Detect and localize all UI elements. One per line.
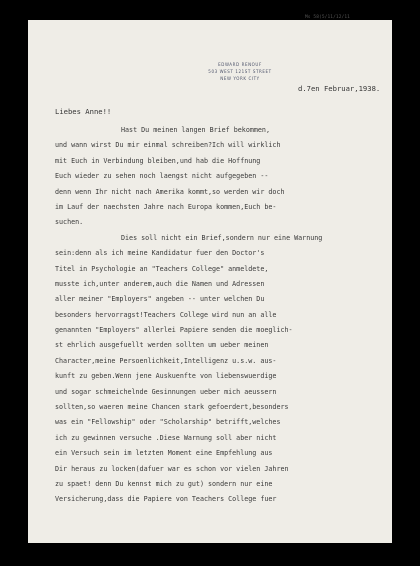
body-line: Versicherung,dass die Papiere von Teachers College fuer [55, 495, 277, 504]
body-line: aller meiner "Employers" angeben -- unter welchen Du [55, 295, 265, 304]
body-line: und wann wirst Du mir einmal schreiben?Ich will wirklich [55, 141, 281, 150]
letterhead [200, 61, 280, 82]
letter-body [55, 123, 385, 508]
body-line: was ein "Fellowship" oder "Scholarship" betrifft,welches [55, 418, 281, 427]
body-line: sollten,so waeren meine Chancen stark gefoerdert,besonders [55, 403, 289, 412]
body-line: ich zu gewinnen versuche .Diese Warnung soll aber nicht [55, 433, 277, 442]
body-line: Dir heraus zu locken(dafuer war es schon vor vielen Jahren [55, 464, 289, 473]
body-line: st ehrlich ausgefuellt werden sollten um ueber meinen [55, 341, 269, 350]
body-line: Hast Du meinen langen Brief bekommen, [121, 126, 270, 134]
body-line: und sogar schmeichelnde Gesinnungen ueber mich aeussern [55, 387, 277, 396]
body-line: Euch wieder zu sehen noch laengst nicht aufgegeben -- [55, 172, 269, 181]
body-line: zu spaet! denn Du kennst mich zu gut) sondern nur eine [55, 479, 273, 488]
body-line: besonders hervorragst!Teachers College wird nun an alle [55, 310, 277, 319]
body-line: musste ich,unter anderem,auch die Namen und Adressen [55, 279, 265, 288]
salutation: Liebes Anne!! [55, 107, 112, 116]
letterhead-city: NEW YORK CITY [220, 76, 260, 81]
letterhead-street: 503 WEST 121ST STREET [208, 69, 272, 74]
body-line: sein:denn als ich meine Kandidatur fuer den Doctor's [55, 249, 265, 258]
body-line: kunft zu geben.Wenn jene Auskuenfte von liebenswuerdige [55, 372, 277, 381]
letter-date: d.7en Februar,1938. [298, 84, 381, 93]
body-line: denn wenn Ihr nicht nach Amerika kommt,so werden wir doch [55, 187, 285, 196]
body-line: suchen. [55, 218, 84, 227]
body-line: genannten "Employers" allerlei Papiere senden die moeglich- [55, 326, 293, 335]
body-line: Titel in Psychologie an "Teachers College" anmeldete, [55, 264, 269, 273]
letterhead-name: EDWARD RENOUF [218, 62, 262, 67]
body-line: ein Versuch sein im letzten Moment eine Empfehlung aus [55, 449, 273, 458]
archive-number: Ms 58(5/11/12/11 [305, 15, 350, 20]
body-line: mit Euch in Verbindung bleiben,und hab die Hoffnung [55, 156, 261, 165]
letter-page [28, 20, 392, 543]
body-line: Character,meine Persoenlichkeit,Intelligenz u.s.w. aus- [55, 356, 277, 365]
body-line: Dies soll nicht ein Brief,sondern nur eine Warnung [121, 233, 323, 242]
body-line: im Lauf der naechsten Jahre nach Europa kommen,Euch be- [55, 202, 277, 211]
